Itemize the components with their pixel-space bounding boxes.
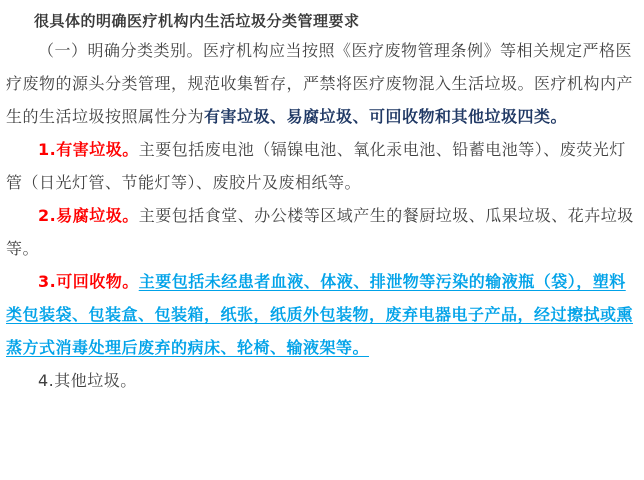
section-2-text: 主要包括食堂、办公楼等区域产生的餐厨垃圾、瓜果垃圾、花卉垃圾等。 xyxy=(6,206,634,258)
section-perishable-waste xyxy=(6,199,636,265)
section-4-label: 4.其他垃圾。 xyxy=(38,371,137,390)
section-recyclable-waste xyxy=(6,265,636,364)
section-hazardous-waste xyxy=(6,133,636,199)
section-2-label: 2.易腐垃圾。 xyxy=(38,206,139,225)
category-list-emphasis: 有害垃圾、易腐垃圾、可回收物和其他垃圾四类。 xyxy=(204,107,568,126)
section-3-label: 3.可回收物。 xyxy=(38,272,139,291)
section-1-label: 1.有害垃圾。 xyxy=(38,140,139,159)
section-1-text: 主要包括废电池（镉镍电池、氧化汞电池、铅蓄电池等）、废荧光灯管（日光灯管、节能灯等）、废胶片及废相纸等。 xyxy=(6,140,626,192)
intro-text: （一）明确分类类别。医疗机构应当按照《医疗废物管理条例》等相关规定严格医疗废物的源头分类管理，规范收集暂存，严禁将医疗废物混入生活垃圾。医疗机构内产生的生活垃圾按照属性分为 xyxy=(6,41,634,126)
document-title: 很具体的明确医疗机构内生活垃圾分类管理要求 xyxy=(34,12,360,30)
recyclable-detail-link[interactable]: 主要包括未经患者血液、体液、排泄物等污染的输液瓶（袋），塑料类包装袋、包装盒、包装箱，纸张，纸质外包装物，废弃电器电子产品，经过擦拭或熏蒸方式消毒处理后废弃的病床、轮椅、输液架等。 xyxy=(6,272,634,357)
section-other-waste xyxy=(6,364,636,397)
intro-paragraph xyxy=(6,34,636,133)
